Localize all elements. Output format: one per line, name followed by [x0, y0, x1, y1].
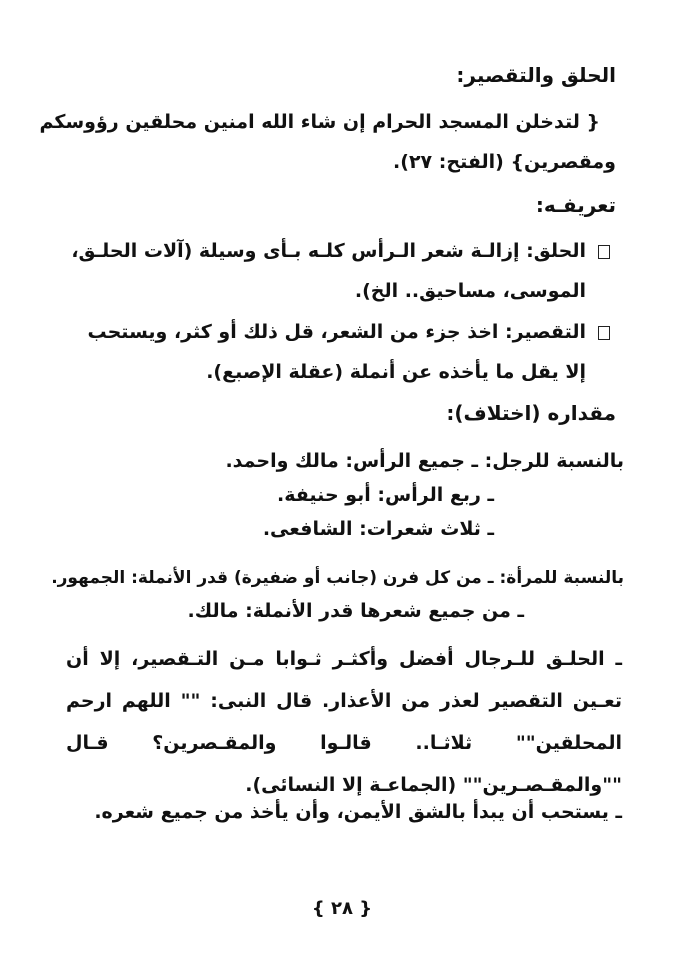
verse-line-1: { لتدخلن المسجد الحرام إن شاء الله امنين محلقين رؤوسكم — [39, 111, 600, 133]
women-amount-line-2: ـ من جميع شعرها قدر الأنملة: مالك. — [187, 600, 524, 622]
taqsir-definition-line-1: التقصير: اخذ جزء من الشعر، قل ذلك أو كثر، ويستحب — [87, 321, 586, 343]
page-number: { ٢٨ } — [311, 898, 373, 919]
men-amount-line-2: ـ ربع الرأس: أبو حنيفة. — [277, 484, 494, 506]
men-amount-line-1: بالنسبة للرجل: ـ جميع الرأس: مالك واحمد. — [225, 450, 624, 472]
section-title: الحلق والتقصير: — [456, 63, 616, 87]
taqsir-definition-line-2: إلا يقل ما يأخذه عن أنملة (عقلة الإصبع). — [206, 361, 586, 383]
halq-definition-line-2: الموسى، مساحيق.. الخ). — [354, 280, 586, 302]
women-amount-line-1: بالنسبة للمرأة: ـ من كل فرن (جانب أو ضفيرة) قدر الأنملة: الجمهور. — [51, 568, 624, 588]
verse-line-2: ومقصرين} (الفتح: ٢٧). — [393, 151, 616, 173]
checkbox-bullet-icon — [598, 245, 610, 259]
definition-heading: تعريفـه: — [535, 193, 616, 217]
checkbox-bullet-icon — [598, 326, 610, 340]
men-amount-line-3: ـ ثلاث شعرات: الشافعى. — [262, 518, 494, 540]
halq-definition-line-1: الحلق: إزالـة شعر الـرأس كلـه بـأى وسيلة (آلات الحلـق، — [71, 240, 586, 262]
note-start-right-side: ـ يستحب أن يبدأ بالشق الأيمن، وأن يأخذ من جميع شعره. — [94, 801, 622, 823]
note-shaving-preferred: ـ الحلـق للـرجال أفضل وأكثـر ثـوابا مـن التـقصير، إلا أن تعـين التقصير لعذر من الأعذار. قال النبى: "" اللهم ارحم المحلقين"" ثلاثـا.. قالـوا والمقـصرين؟ قـال ""والمقـصـرين"" (الجماعـة إلا النسائى). — [66, 648, 622, 796]
amount-heading: مقداره (اختلاف): — [446, 401, 616, 425]
